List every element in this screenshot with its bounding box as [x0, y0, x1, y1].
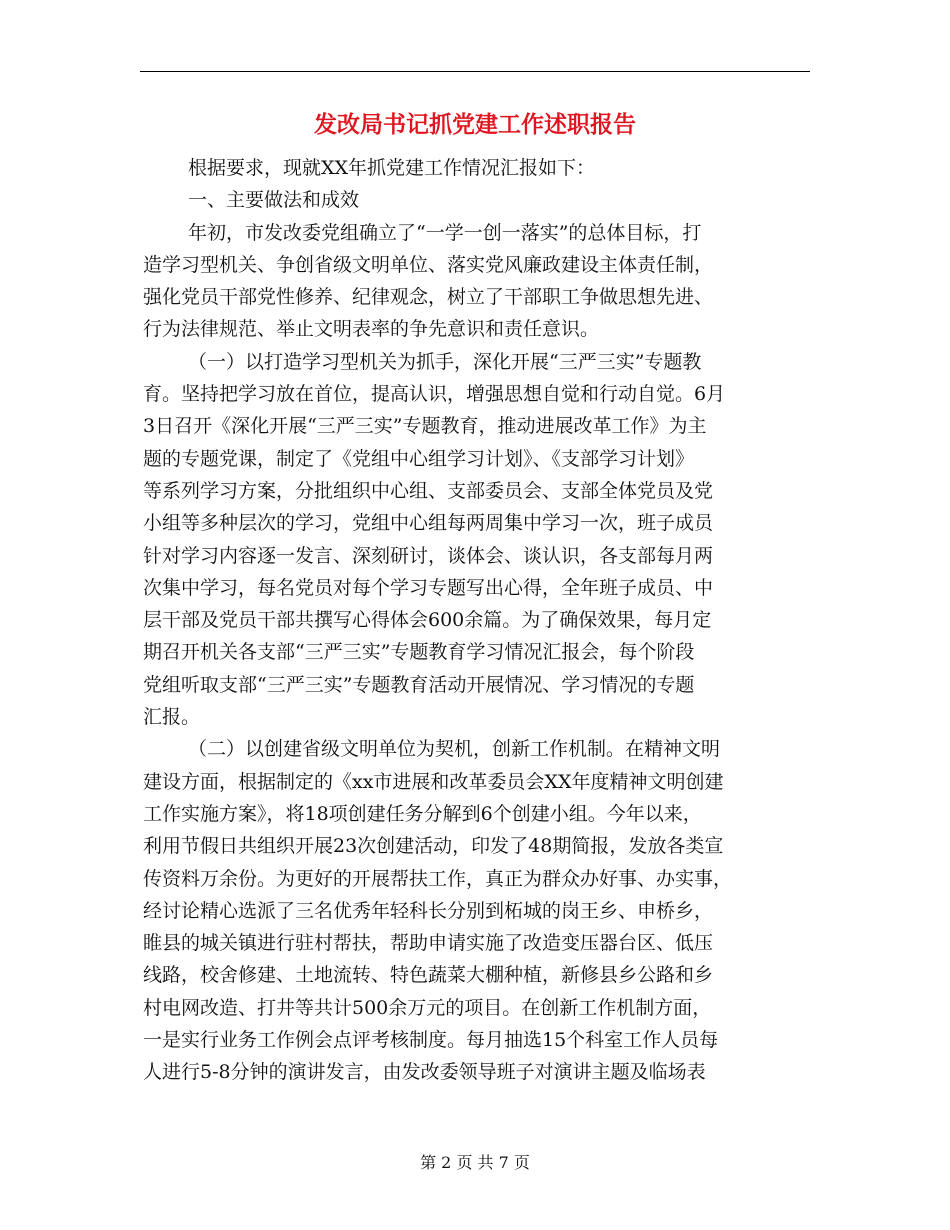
- text-line: 等系列学习方案，分批组织中心组、支部委员会、支部全体党员及党: [143, 479, 714, 502]
- text-line: 利用节假日共组织开展23次创建活动，印发了48期简报，发放各类宣: [143, 835, 724, 858]
- text-line: 工作实施方案》，将18项创建任务分解到6个创建小组。今年以来，: [143, 802, 702, 825]
- text-line: 小组等多种层次的学习，党组中心组每两周集中学习一次，班子成员: [143, 512, 714, 535]
- text-line: 次集中学习，每名党员对每个学习专题写出心得，全年班子成员、中: [143, 576, 714, 599]
- text-line: 3日召开《深化开展“三严三实”专题教育，推动进展改革工作》为主: [143, 415, 707, 438]
- document-body: [143, 152, 811, 1089]
- text-line: 强化党员干部党性修养、纪律观念，树立了干部职工争做思想先进、: [143, 286, 714, 309]
- text-line: 题的专题党课，制定了《党组中心组学习计划》、《支部学习计划》: [143, 447, 695, 470]
- text-line: 经讨论精心选派了三名优秀年轻科长分别到柘城的岗王乡、申桥乡，: [143, 899, 714, 922]
- text-line: 年初，市发改委党组确立了“一学一创一落实”的总体目标，打: [188, 221, 702, 244]
- text-line: 线路，校舍修建、土地流转、特色蔬菜大棚种植，新修县乡公路和乡: [143, 964, 714, 987]
- text-line: 村电网改造、打井等共计500余万元的项目。在创新工作机制方面，: [143, 996, 712, 1019]
- page-number: 第 2 页 共 7 页: [420, 1153, 530, 1172]
- text-line: 期召开机关各支部“三严三实”专题教育学习情况汇报会，每个阶段: [143, 641, 695, 664]
- text-line: 造学习型机关、争创省级文明单位、落实党风廉政建设主体责任制，: [143, 253, 714, 276]
- text-line: 针对学习内容逐一发言、深刻研讨，谈体会、谈认识，各支部每月两: [143, 544, 714, 567]
- text-line: 人进行5-8分钟的演讲发言，由发改委领导班子对演讲主题及临场表: [143, 1061, 706, 1084]
- text-line: 传资料万余份。为更好的开展帮扶工作，真正为群众办好事、办实事，: [143, 867, 733, 890]
- text-line: （一）以打造学习型机关为抓手，深化开展“三严三实”专题教: [188, 350, 702, 373]
- text-line: 一、主要做法和成效: [188, 189, 360, 212]
- text-line: 睢县的城关镇进行驻村帮扶，帮助申请实施了改造变压器台区、低压: [143, 932, 714, 955]
- text-line: 党组听取支部“三严三实”专题教育活动开展情况、学习情况的专题: [143, 673, 695, 696]
- text-line: 一是实行业务工作例会点评考核制度。每月抽选15个科室工作人员每: [143, 1029, 719, 1052]
- text-line: （二）以创建省级文明单位为契机，创新工作机制。在精神文明: [188, 738, 721, 761]
- text-line: 层干部及党员干部共撰写心得体会600余篇。为了确保效果，每月定: [143, 609, 712, 632]
- text-line: 育。坚持把学习放在首位，提高认识，增强思想自觉和行动自觉。6月: [143, 383, 726, 406]
- text-line: 汇报。: [143, 706, 201, 729]
- document-title: 发改局书记抓党建工作述职报告: [314, 111, 636, 138]
- text-line: 根据要求，现就XX年抓党建工作情况汇报如下：: [188, 157, 596, 179]
- header-rule: [140, 71, 810, 72]
- text-line: 建设方面，根据制定的《xx市进展和改革委员会XX年度精神文明创建: [143, 770, 724, 793]
- text-line: 行为法律规范、举止文明表率的争先意识和责任意识。: [143, 318, 600, 341]
